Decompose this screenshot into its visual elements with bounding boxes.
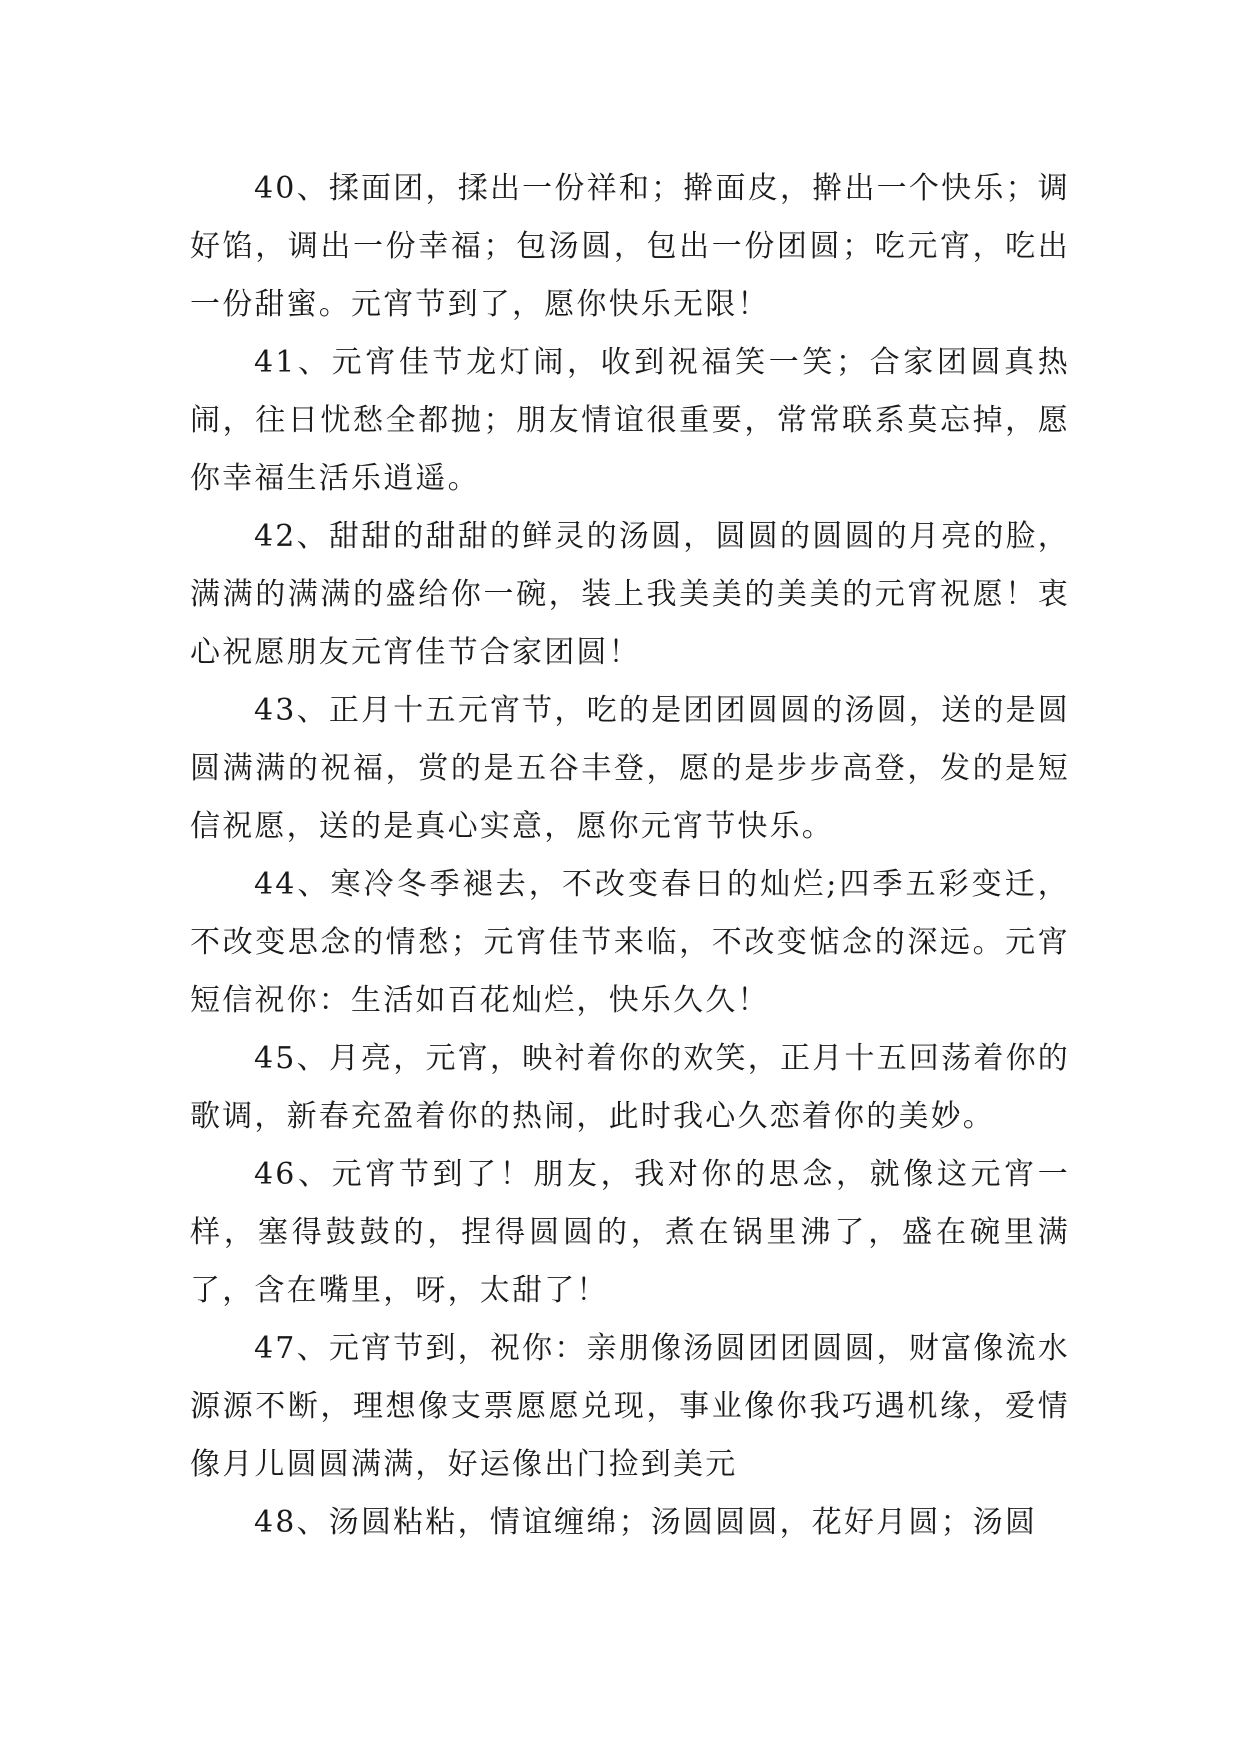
document-body: [190, 160, 1070, 1552]
paragraph-44: 44、寒冷冬季褪去，不改变春日的灿烂;四季五彩变迁，不改变思念的情愁；元宵佳节来临，不改变惦念的深远。元宵短信祝你：生活如百花灿烂，快乐久久！: [190, 867, 1070, 1018]
paragraph-48: 48、汤圆粘粘，情谊缠绵；汤圆圆圆，花好月圆；汤圆: [254, 1505, 1038, 1540]
paragraph-42: 42、甜甜的甜甜的鲜灵的汤圆，圆圆的圆圆的月亮的脸，满满的满满的盛给你一碗，装上我美美的美美的元宵祝愿！衷心祝愿朋友元宵佳节合家团圆！: [190, 519, 1070, 670]
paragraph-43: 43、正月十五元宵节，吃的是团团圆圆的汤圆，送的是圆圆满满的祝福，赏的是五谷丰登，愿的是步步高登，发的是短信祝愿，送的是真心实意，愿你元宵节快乐。: [190, 693, 1070, 844]
paragraph-41: 41、元宵佳节龙灯闹，收到祝福笑一笑；合家团圆真热闹，往日忧愁全都抛；朋友情谊很重要，常常联系莫忘掉，愿你幸福生活乐逍遥。: [190, 345, 1070, 496]
paragraph-46: 46、元宵节到了！朋友，我对你的思念，就像这元宵一样，塞得鼓鼓的，捏得圆圆的，煮在锅里沸了，盛在碗里满了，含在嘴里，呀，太甜了！: [190, 1157, 1070, 1308]
paragraph-45: 45、月亮，元宵，映衬着你的欢笑，正月十五回荡着你的歌调，新春充盈着你的热闹，此时我心久恋着你的美妙。: [190, 1041, 1070, 1134]
paragraph-47: 47、元宵节到，祝你：亲朋像汤圆团团圆圆，财富像流水源源不断，理想像支票愿愿兑现，事业像你我巧遇机缘，爱情像月儿圆圆满满，好运像出门捡到美元: [190, 1331, 1070, 1482]
paragraph-40: 40、揉面团，揉出一份祥和；擀面皮，擀出一个快乐；调好馅，调出一份幸福；包汤圆，包出一份团圆；吃元宵，吃出一份甜蜜。元宵节到了，愿你快乐无限！: [190, 171, 1070, 322]
